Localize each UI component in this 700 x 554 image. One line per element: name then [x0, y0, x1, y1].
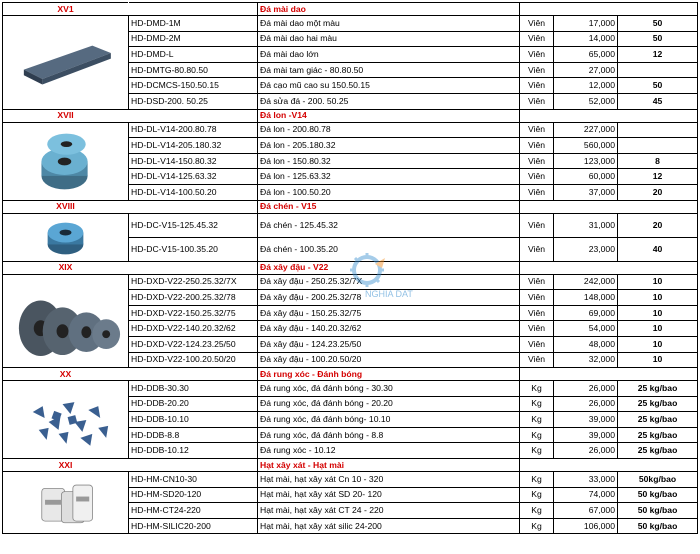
product-code: HD-DMTG-80.80.50 — [129, 62, 258, 78]
price: 106,000 — [554, 518, 618, 534]
quantity: 10 — [618, 305, 698, 321]
unit: Viên — [520, 184, 554, 200]
unit: Kg — [520, 443, 554, 459]
section-header — [3, 368, 698, 381]
product-code: HD-DC-V15-100.35.20 — [129, 237, 258, 261]
unit: Viên — [520, 237, 554, 261]
product-name: Đá xây đậu - 140.20.32/62 — [258, 321, 520, 337]
quantity: 50 — [618, 78, 698, 94]
price: 26,000 — [554, 381, 618, 397]
product-code: HD-DDB-20.20 — [129, 396, 258, 412]
section-gap — [129, 3, 258, 16]
section-title: Đá chén - V15 — [258, 200, 520, 213]
product-name: Hạt mài, hạt xây xát SD 20- 120 — [258, 487, 520, 503]
product-code: HD-DXD-V22-250.25.32/7X — [129, 274, 258, 290]
product-code: HD-DL-V14-100.50.20 — [129, 184, 258, 200]
product-name: Đá xây đậu - 124.23.25/50 — [258, 336, 520, 352]
product-code: HD-DXD-V22-100.20.50/20 — [129, 352, 258, 368]
product-name: Đá rung xóc, đá đánh bóng - 30.30 — [258, 381, 520, 397]
product-code: HD-DXD-V22-150.25.32/75 — [129, 305, 258, 321]
product-code: HD-DC-V15-125.45.32 — [129, 213, 258, 237]
quantity: 8 — [618, 153, 698, 169]
unit: Viên — [520, 153, 554, 169]
section-rest — [520, 368, 698, 381]
tumbling-media-image — [3, 381, 129, 459]
unit: Kg — [520, 412, 554, 428]
product-name: Đá cạo mũ cao su 150.50.15 — [258, 78, 520, 94]
section-gap — [129, 109, 258, 122]
product-code: HD-HM-CT24-220 — [129, 503, 258, 519]
section-header — [3, 200, 698, 213]
section-id: XV1 — [3, 3, 129, 16]
price: 23,000 — [554, 237, 618, 261]
product-name: Đá rung xóc, đá đánh bóng- 10.10 — [258, 412, 520, 428]
unit: Viên — [520, 31, 554, 47]
quantity: 10 — [618, 290, 698, 306]
product-name: Đá rung xóc, đá đánh bóng - 20.20 — [258, 396, 520, 412]
unit: Viên — [520, 321, 554, 337]
section-rest — [520, 200, 698, 213]
unit: Kg — [520, 427, 554, 443]
product-code: HD-DXD-V22-200.25.32/78 — [129, 290, 258, 306]
product-name: Hạt mài, hạt xây xát Cn 10 - 320 — [258, 472, 520, 488]
section-header — [3, 3, 698, 16]
product-name: Hạt mài, hạt xây xát CT 24 - 220 — [258, 503, 520, 519]
sharpening-stone-image — [3, 16, 129, 110]
price: 60,000 — [554, 169, 618, 185]
product-name: Đá sửa đá - 200. 50.25 — [258, 93, 520, 109]
price: 17,000 — [554, 16, 618, 32]
price: 227,000 — [554, 122, 618, 138]
unit: Kg — [520, 396, 554, 412]
price: 74,000 — [554, 487, 618, 503]
product-name: Hạt mài, hạt xây xát silic 24-200 — [258, 518, 520, 534]
section-id: XVII — [3, 109, 129, 122]
product-code: HD-DL-V14-150.80.32 — [129, 153, 258, 169]
price: 123,000 — [554, 153, 618, 169]
section-id: XXI — [3, 459, 129, 472]
price: 27,000 — [554, 62, 618, 78]
product-code: HD-DMD-L — [129, 47, 258, 63]
unit: Viên — [520, 78, 554, 94]
product-name: Đá lon - 100.50.20 — [258, 184, 520, 200]
product-name: Đá chén - 125.45.32 — [258, 213, 520, 237]
unit: Viên — [520, 336, 554, 352]
unit: Viên — [520, 122, 554, 138]
quantity: 50 — [618, 31, 698, 47]
section-gap — [129, 459, 258, 472]
price: 26,000 — [554, 396, 618, 412]
product-code: HD-HM-SD20-120 — [129, 487, 258, 503]
quantity: 20 — [618, 184, 698, 200]
unit: Kg — [520, 518, 554, 534]
quantity: 12 — [618, 169, 698, 185]
product-code: HD-DDB-10.12 — [129, 443, 258, 459]
unit: Viên — [520, 62, 554, 78]
product-name: Đá mài dao lớn — [258, 47, 520, 63]
price: 39,000 — [554, 412, 618, 428]
section-title: Đá rung xóc - Đánh bóng — [258, 368, 520, 381]
quantity: 10 — [618, 336, 698, 352]
unit: Kg — [520, 381, 554, 397]
quantity: 25 kg/bao — [618, 412, 698, 428]
section-id: XIX — [3, 261, 129, 274]
quantity: 10 — [618, 274, 698, 290]
quantity: 12 — [618, 47, 698, 63]
section-title: Đá lon -V14 — [258, 109, 520, 122]
quantity — [618, 62, 698, 78]
grinding-wheel-image — [3, 122, 129, 200]
product-name: Đá mài dao hai màu — [258, 31, 520, 47]
product-name: Đá lon - 150.80.32 — [258, 153, 520, 169]
product-name: Đá lon - 125.63.32 — [258, 169, 520, 185]
product-code: HD-DDB-8.8 — [129, 427, 258, 443]
product-name: Đá mài dao một màu — [258, 16, 520, 32]
section-id: XVIII — [3, 200, 129, 213]
quantity: 50 kg/bao — [618, 503, 698, 519]
price: 54,000 — [554, 321, 618, 337]
unit: Viên — [520, 16, 554, 32]
unit: Viên — [520, 305, 554, 321]
product-code: HD-DL-V14-200.80.78 — [129, 122, 258, 138]
price: 12,000 — [554, 78, 618, 94]
section-header — [3, 459, 698, 472]
table-row — [3, 472, 698, 488]
product-name: Đá lon - 205.180.32 — [258, 138, 520, 154]
section-rest — [520, 261, 698, 274]
unit: Viên — [520, 138, 554, 154]
product-code: HD-DXD-V22-140.20.32/62 — [129, 321, 258, 337]
product-code: HD-DSD-200. 50.25 — [129, 93, 258, 109]
unit: Viên — [520, 290, 554, 306]
unit: Kg — [520, 503, 554, 519]
section-title: Đá xây đậu - V22 — [258, 261, 520, 274]
product-name: Đá xây đậu - 250.25.32/7X — [258, 274, 520, 290]
product-code: HD-DMD-2M — [129, 31, 258, 47]
product-code: HD-HM-SILIC20-200 — [129, 518, 258, 534]
product-name: Đá chén - 100.35.20 — [258, 237, 520, 261]
product-name: Đá xây đậu - 200.25.32/78 — [258, 290, 520, 306]
quantity: 10 — [618, 321, 698, 337]
product-name: Đá rung xóc - 10.12 — [258, 443, 520, 459]
unit: Viên — [520, 169, 554, 185]
quantity: 25 kg/bao — [618, 443, 698, 459]
price: 148,000 — [554, 290, 618, 306]
section-title: Hạt xây xát - Hạt mài — [258, 459, 520, 472]
abrasive-grain-bags-image — [3, 472, 129, 534]
product-code: HD-DDB-30.30 — [129, 381, 258, 397]
section-gap — [129, 368, 258, 381]
price: 242,000 — [554, 274, 618, 290]
watermark-logo — [345, 250, 413, 302]
product-code: HD-DL-V14-205.180.32 — [129, 138, 258, 154]
product-name: Đá mài tam giác - 80.80.50 — [258, 62, 520, 78]
product-name: Đá lon - 200.80.78 — [258, 122, 520, 138]
watermark-text: NGHIA DAT — [365, 289, 413, 299]
product-code: HD-HM-CN10-30 — [129, 472, 258, 488]
unit: Viên — [520, 93, 554, 109]
price: 26,000 — [554, 443, 618, 459]
unit: Viên — [520, 213, 554, 237]
product-code: HD-DCMCS-150.50.15 — [129, 78, 258, 94]
section-gap — [129, 200, 258, 213]
unit: Viên — [520, 47, 554, 63]
price: 67,000 — [554, 503, 618, 519]
quantity — [618, 122, 698, 138]
section-gap — [129, 261, 258, 274]
section-header — [3, 109, 698, 122]
unit: Viên — [520, 274, 554, 290]
quantity: 50 — [618, 16, 698, 32]
product-code: HD-DXD-V22-124.23.25/50 — [129, 336, 258, 352]
price: 560,000 — [554, 138, 618, 154]
quantity: 25 kg/bao — [618, 396, 698, 412]
quantity: 25 kg/bao — [618, 381, 698, 397]
quantity: 50 kg/bao — [618, 487, 698, 503]
grinding-disc-image — [3, 274, 129, 368]
price: 48,000 — [554, 336, 618, 352]
price: 69,000 — [554, 305, 618, 321]
product-name: Đá rung xóc, đá đánh bóng - 8.8 — [258, 427, 520, 443]
table-row — [3, 213, 698, 237]
unit: Kg — [520, 487, 554, 503]
table-row — [3, 122, 698, 138]
quantity: 10 — [618, 352, 698, 368]
unit: Kg — [520, 472, 554, 488]
section-title: Đá mài dao — [258, 3, 520, 16]
price: 65,000 — [554, 47, 618, 63]
price: 37,000 — [554, 184, 618, 200]
section-rest — [520, 459, 698, 472]
price: 39,000 — [554, 427, 618, 443]
quantity: 25 kg/bao — [618, 427, 698, 443]
price: 14,000 — [554, 31, 618, 47]
price: 52,000 — [554, 93, 618, 109]
unit: Viên — [520, 352, 554, 368]
section-id: XX — [3, 368, 129, 381]
quantity — [618, 138, 698, 154]
price: 33,000 — [554, 472, 618, 488]
price: 32,000 — [554, 352, 618, 368]
product-name: Đá xây đậu - 100.20.50/20 — [258, 352, 520, 368]
section-rest — [520, 3, 698, 16]
quantity: 20 — [618, 213, 698, 237]
table-row — [3, 16, 698, 32]
quantity: 50kg/bao — [618, 472, 698, 488]
quantity: 40 — [618, 237, 698, 261]
table-row — [3, 381, 698, 397]
product-code: HD-DDB-10.10 — [129, 412, 258, 428]
quantity: 50 kg/bao — [618, 518, 698, 534]
price: 31,000 — [554, 213, 618, 237]
product-name: Đá xây đậu - 150.25.32/75 — [258, 305, 520, 321]
section-rest — [520, 109, 698, 122]
product-code: HD-DMD-1M — [129, 16, 258, 32]
product-code: HD-DL-V14-125.63.32 — [129, 169, 258, 185]
cup-wheel-image — [3, 213, 129, 261]
quantity: 45 — [618, 93, 698, 109]
